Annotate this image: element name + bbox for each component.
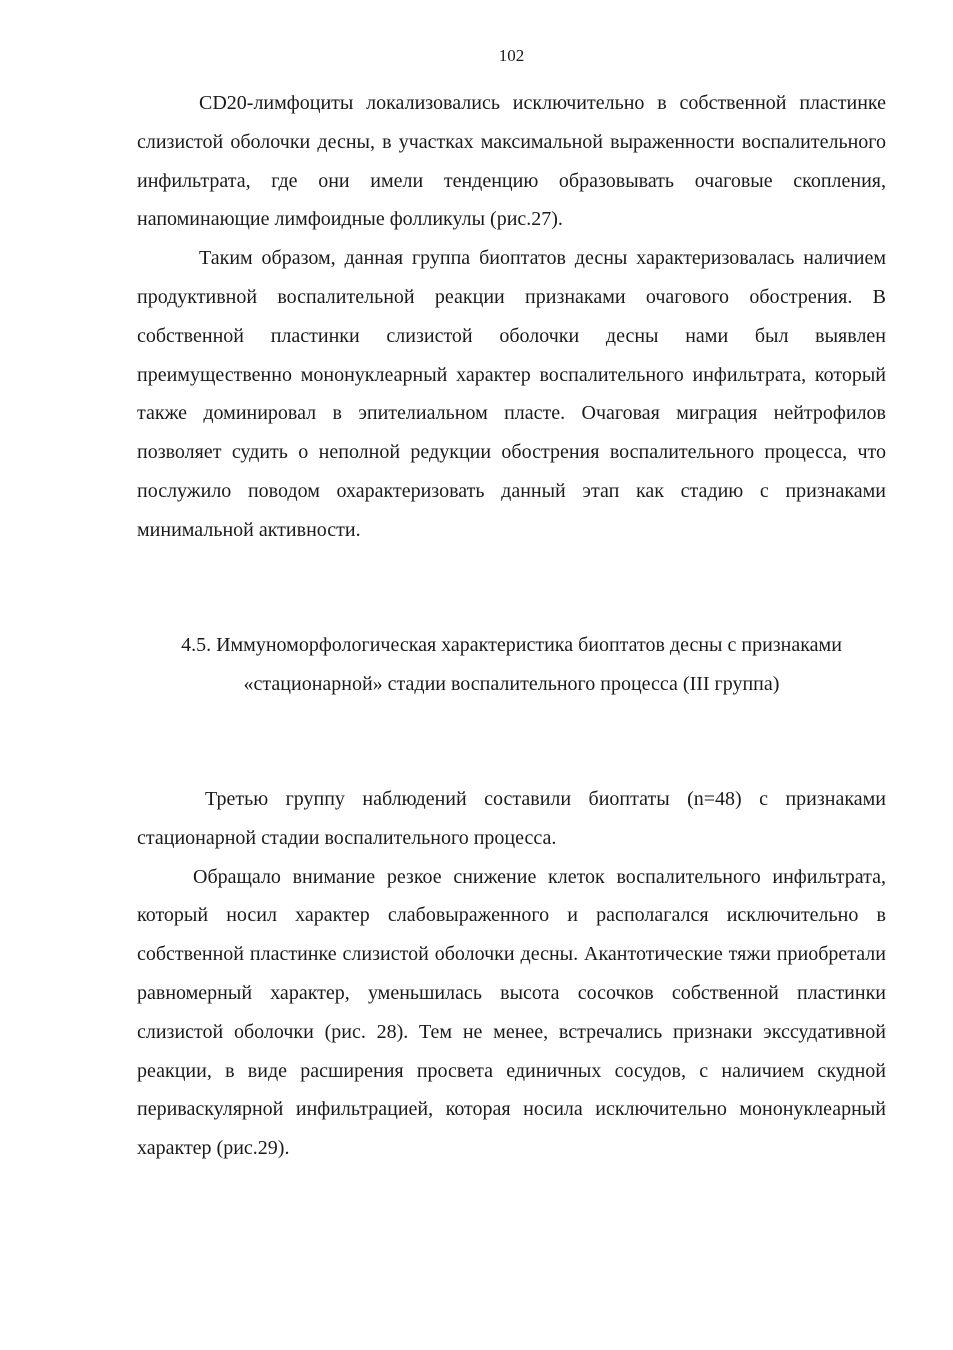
paragraph-third-group: Третью группу наблюдений составили биоптаты (n=48) с признаками стационарной стадии воспалительного процесса. — [137, 788, 886, 849]
section-heading-line-2: «стационарной» стадии воспалительного процесса (III группа) — [243, 673, 780, 695]
paragraph-summary: Таким образом, данная группа биоптатов десны характеризовалась наличием продуктивной воспалительной реакции признаками очагового обострения. В собственной пластинки слизистой оболочки десны нами был выявлен преимущественно мононуклеарный характер воспалительного инфильтрата, который также доминировал в эпителиальном пласте. Очаговая миграция нейтрофилов позволяет судить о неполной редукции обострения воспалительного процесса, что послужило поводом охарактеризовать данный этап как стадию с признаками минимальной активности. — [137, 247, 886, 541]
paragraph-cd20: CD20-лимфоциты локализовались исключительно в собственной пластинке слизистой оболочки десны, в участках максимальной выраженности воспалительного инфильтрата, где они имели тенденцию образовывать очаговые скопления, напоминающие лимфоидные фолликулы (рис.27). — [137, 92, 886, 231]
page-number: 102 — [498, 46, 525, 65]
section-heading — [137, 626, 886, 704]
section-heading-line-1: 4.5. Иммуноморфологическая характеристика биоптатов десны с признаками — [181, 634, 842, 656]
paragraph-observations: Обращало внимание резкое снижение клеток воспалительного инфильтрата, который носил характер слабовыраженного и располагался исключительно в собственной пластинке слизистой оболочки десны. Акантотические тяжи приобретали равномерный характер, уменьшилась высота сосочков собственной пластинки слизистой оболочки (рис. 28). Тем не менее, встречались признаки экссудативной реакции, в виде расширения просвета единичных сосудов, с наличием скудной периваскулярной инфильтрацией, которая носила исключительно мононуклеарный характер (рис.29). — [137, 865, 886, 1160]
body-text-bottom — [137, 780, 886, 1168]
body-text-top — [137, 84, 886, 550]
